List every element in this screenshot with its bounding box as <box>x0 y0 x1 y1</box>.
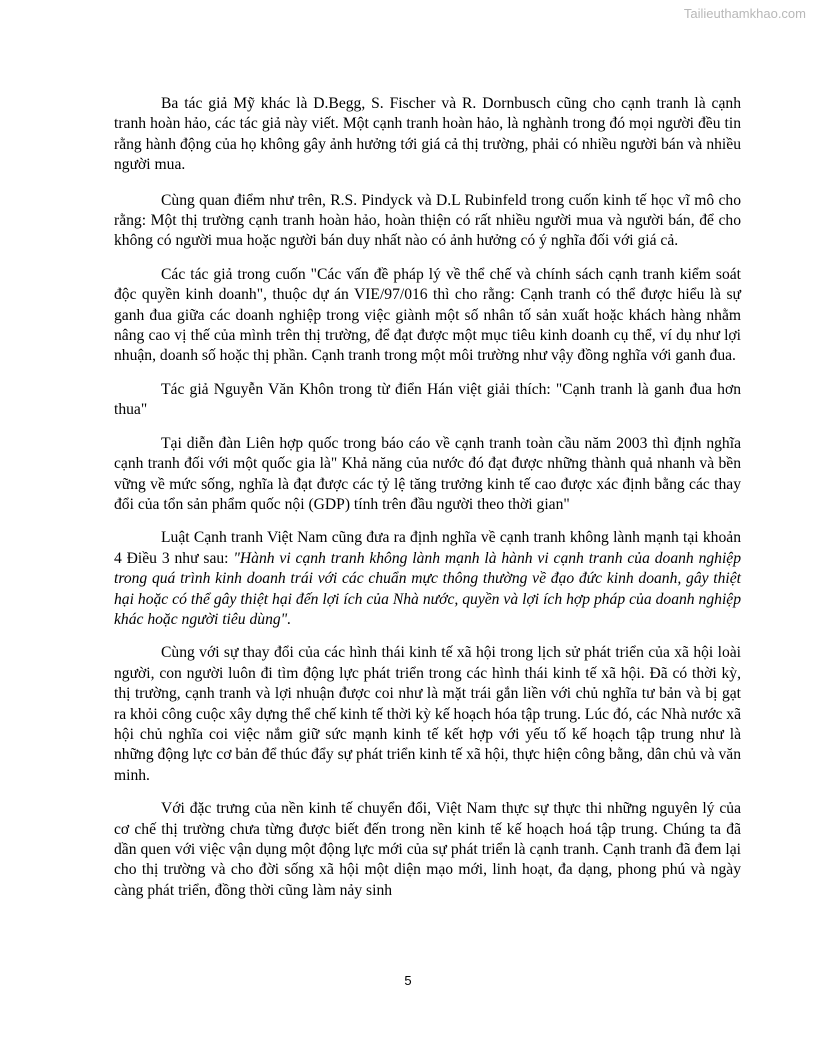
paragraph-5: Tại diễn đàn Liên hợp quốc trong báo cáo về cạnh tranh toàn cầu năm 2003 thì định nghĩa cạnh tranh đối với một quốc gia là" Khả năng của nước đó đạt được những thành quả nhanh và bền vững về mức sống, nghĩa là đạt được các tỷ lệ tăng trưởng kinh tế cao được xác định bằng các thay đổi của tổn sản phẩm quốc nội (GDP) tính trên đầu người theo thời gian" <box>114 434 741 513</box>
watermark-text: Tailieuthamkhao.com <box>683 6 806 21</box>
paragraph-2: Cùng quan điểm như trên, R.S. Pindyck và D.L Rubinfeld trong cuốn kinh tế học vĩ mô cho rằng: Một thị trường cạnh tranh hoàn hảo, hoàn thiện có rất nhiều người mua và người bán, để cho không có người mua hoặc người bán duy nhất nào có ảnh hưởng có ý nghĩa đối với giá cả. <box>114 191 741 250</box>
law-quote: "Hành vi cạnh tranh không lành mạnh là hành vi cạnh tranh của doanh nghiệp trong quá trình kinh doanh trái với các chuẩn mực thông thường về đạo đức kinh doanh, gây thiệt hại hoặc có thể gây thiệt hại đến lợi ích của Nhà nước, quyền và lợi ích hợp pháp của doanh nghiệp khác hoặc người tiêu dùng". <box>114 549 742 628</box>
page-number: 5 <box>404 973 412 988</box>
paragraph-7: Cùng với sự thay đổi của các hình thái kinh tế xã hội trong lịch sử phát triển của xã hội loài người, con người luôn đi tìm động lực phát triển trong các hình thái kinh tế xã hội. Đã có thời kỳ, thị trường, cạnh tranh và lợi nhuận được coi như là mặt trái gắn liền với chủ nghĩa tư bản và bị gạt ra khỏi công cuộc xây dựng thể chế kinh tế thời kỳ kế hoạch hóa tập trung. Lúc đó, các Nhà nước xã hội chủ nghĩa coi việc nắm giữ sức mạnh kinh tế kết hợp với yếu tố kế hoạch tập trung như là những động lực cơ bản để thúc đẩy sự phát triển kinh tế xã hội, thực hiện công bằng, dân chủ và văn minh. <box>114 644 741 784</box>
document-body <box>114 94 741 914</box>
paragraph-1: Ba tác giả Mỹ khác là D.Begg, S. Fischer và R. Dornbusch cũng cho cạnh tranh là cạnh tranh hoàn hảo, các tác giả này viết. Một cạnh tranh hoàn hảo, là nghành trong đó mọi người đều tin rằng hành động của họ không gây ảnh hưởng tới giá cả thị trường, phải có nhiều người bán và nhiều người mua. <box>114 95 741 174</box>
paragraph-3: Các tác giả trong cuốn "Các vấn đề pháp lý về thể chế và chính sách cạnh tranh kiểm soát độc quyền kinh doanh", thuộc dự án VIE/97/016 thì cho rằng: Cạnh tranh có thể được hiểu là sự ganh đua giữa các doanh nghiệp trong việc giành một số nhân tố sản xuất hoặc khách hàng nhằm nâng cao vị thế của mình trên thị trường, để đạt được một mục tiêu kinh doanh cụ thể, ví dụ như lợi nhuận, doanh số hoặc thị phần. Cạnh tranh trong một môi trường như vậy đồng nghĩa với ganh đua. <box>114 265 741 365</box>
paragraph-6: Luật Cạnh tranh Việt Nam cũng đưa ra định nghĩa về cạnh tranh không lành mạnh tại khoản 4 Điều 3 như sau: "Hành vi cạnh tranh không lành mạnh là hành vi cạnh tranh của doanh nghiệp trong quá trình kinh doanh trái với các chuẩn mực thông thường về đạo đức kinh doanh, gây thiệt hại hoặc có thể gây thiệt hại đến lợi ích của Nhà nước, quyền và lợi ích hợp pháp của doanh nghiệp khác hoặc người tiêu dùng". <box>114 529 742 628</box>
paragraph-8: Với đặc trưng của nền kinh tế chuyển đổi, Việt Nam thực sự thực thi những nguyên lý của cơ chế thị trường chưa từng được biết đến trong nền kinh tế kế hoạch hoá tập trung. Chúng ta đã dần quen với việc vận dụng một động lực mới của sự phát triển là cạnh tranh. Cạnh tranh đã đem lại cho thị trường và cho đời sống xã hội một diện mạo mới, linh hoạt, đa dạng, phong phú và ngày càng phát triển, đồng thời cũng làm nảy sinh <box>114 800 741 899</box>
paragraph-4: Tác giả Nguyễn Văn Khôn trong từ điển Hán việt giải thích: "Cạnh tranh là ganh đua hơn thua" <box>114 380 741 419</box>
